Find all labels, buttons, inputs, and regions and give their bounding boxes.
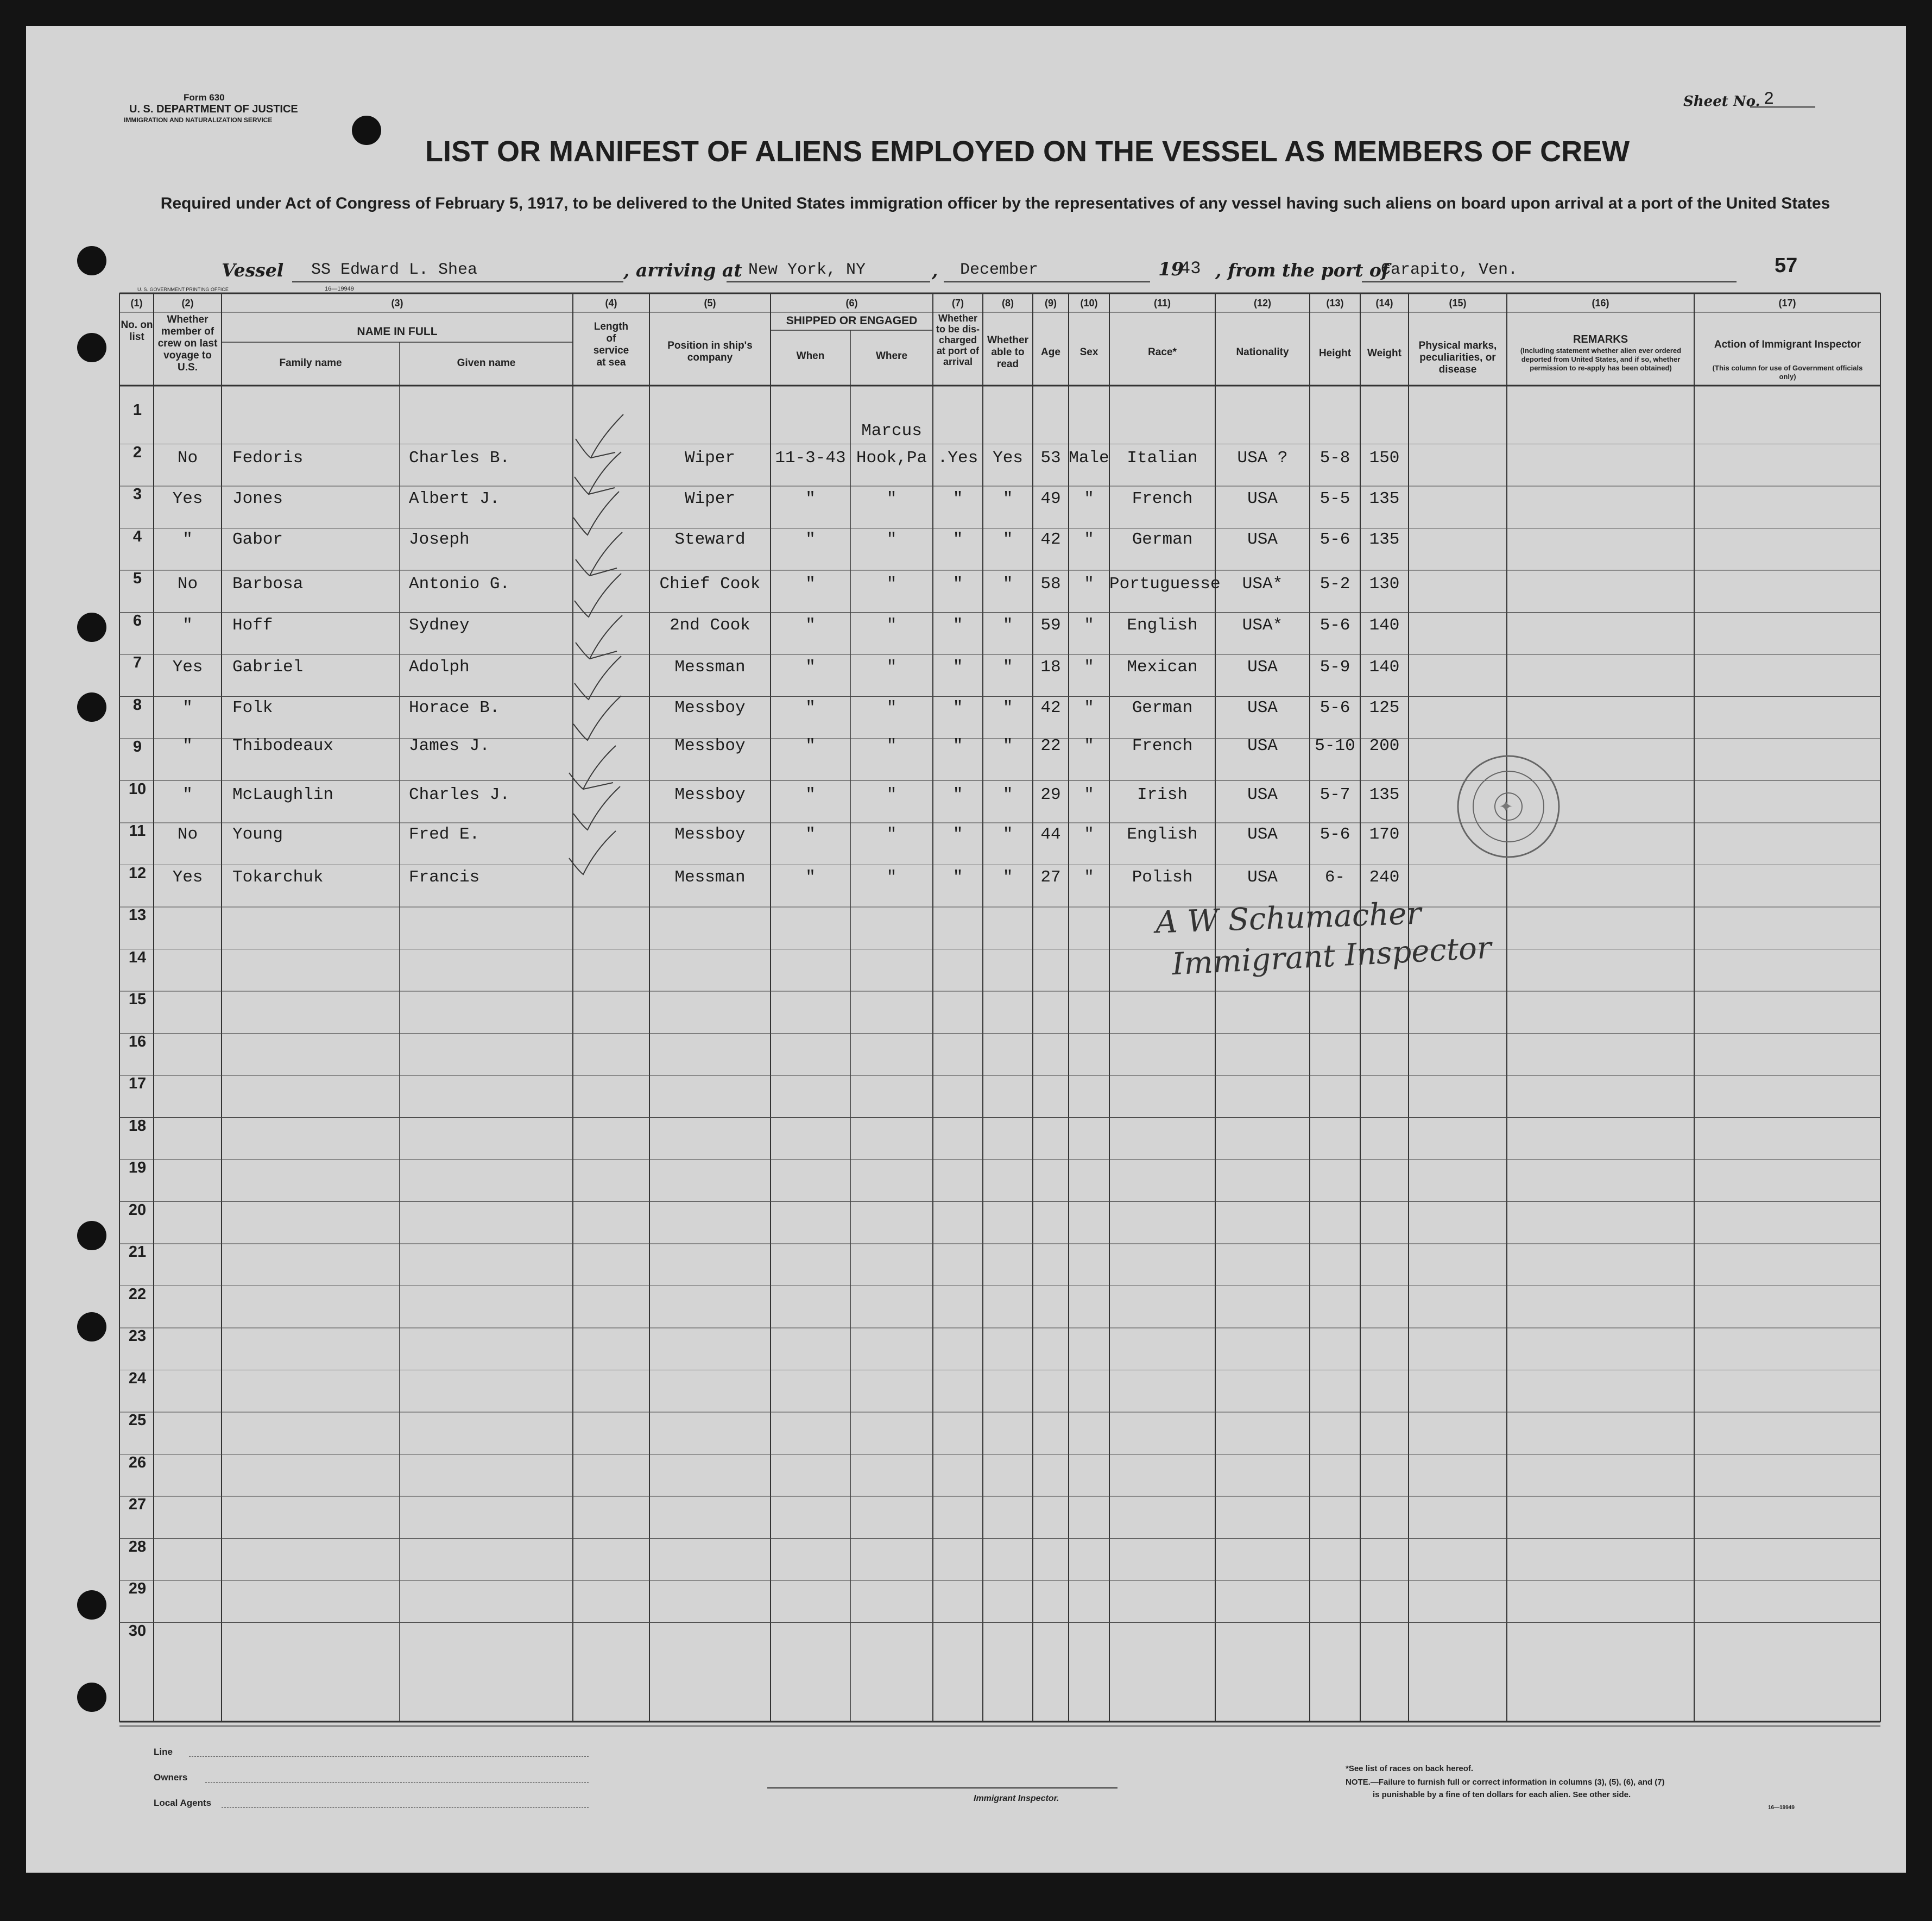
cell-height: 5-9 bbox=[1319, 658, 1350, 677]
cell-race: English bbox=[1127, 825, 1198, 844]
footer-agents-underline bbox=[222, 1807, 589, 1808]
row-number: 21 bbox=[128, 1243, 147, 1261]
header-inspector-action: Action of Immigrant Inspector bbox=[1714, 339, 1861, 350]
cell-height: 5-6 bbox=[1319, 698, 1350, 717]
cell-last: No bbox=[177, 449, 198, 468]
cell-where2: " bbox=[886, 825, 897, 844]
cell-position: Messboy bbox=[674, 825, 746, 844]
header-position: Position in ship's company bbox=[667, 340, 753, 363]
cell-family: Young bbox=[232, 825, 283, 844]
col-num-1: (1) bbox=[130, 298, 143, 308]
arriving-port: New York, NY bbox=[748, 261, 866, 279]
row-number: 25 bbox=[128, 1412, 147, 1429]
cell-position: Messman bbox=[674, 868, 746, 887]
header-when: When bbox=[796, 350, 825, 362]
cell-age: 42 bbox=[1040, 698, 1061, 717]
from-port: Carapito, Ven. bbox=[1381, 261, 1518, 279]
cell-nationality: USA ? bbox=[1237, 449, 1288, 468]
row-number: 26 bbox=[128, 1453, 147, 1471]
cell-last: " bbox=[182, 736, 193, 755]
col-num-11: (11) bbox=[1153, 298, 1171, 308]
footer-line-label: Line bbox=[154, 1747, 173, 1757]
cell-age: 49 bbox=[1040, 489, 1061, 508]
cell-age: 42 bbox=[1040, 530, 1061, 549]
cell-given: Antonio G. bbox=[409, 575, 510, 594]
cell-height: 5-8 bbox=[1319, 449, 1350, 468]
cell-height: 5-6 bbox=[1319, 616, 1350, 635]
cell-weight: 135 bbox=[1369, 489, 1400, 508]
cell-age: 29 bbox=[1040, 785, 1061, 804]
page-title: LIST OR MANIFEST OF ALIENS EMPLOYED ON THE VESSEL AS MEMBERS OF CREW bbox=[425, 135, 1630, 168]
cell-where2: " bbox=[886, 785, 897, 804]
row-number: 15 bbox=[128, 991, 147, 1008]
cell-race: English bbox=[1127, 616, 1198, 635]
cell-age: 59 bbox=[1040, 616, 1061, 635]
cell-read: " bbox=[1002, 825, 1013, 844]
cell-weight: 125 bbox=[1369, 698, 1400, 717]
cell-read: " bbox=[1002, 616, 1013, 635]
cell-age: 58 bbox=[1040, 575, 1061, 594]
row-number: 23 bbox=[128, 1327, 147, 1345]
cell-weight: 170 bbox=[1369, 825, 1400, 844]
cell-age: 53 bbox=[1040, 449, 1061, 468]
cell-family: Fedoris bbox=[232, 449, 304, 468]
cell-last: Yes bbox=[172, 868, 203, 887]
cell-where2: " bbox=[886, 616, 897, 635]
cell-nationality: USA bbox=[1247, 868, 1278, 887]
cell-height: 5-6 bbox=[1319, 825, 1350, 844]
cell-given: Francis bbox=[409, 868, 480, 887]
cell-discharged: " bbox=[952, 575, 963, 594]
cell-where2: " bbox=[886, 489, 897, 508]
cell-weight: 140 bbox=[1369, 616, 1400, 635]
cell-last: " bbox=[182, 616, 193, 635]
cell-discharged: .Yes bbox=[937, 449, 978, 468]
cell-last: Yes bbox=[172, 658, 203, 677]
col-num-16: (16) bbox=[1592, 298, 1609, 308]
row-number: 27 bbox=[128, 1496, 147, 1513]
cell-read: " bbox=[1002, 868, 1013, 887]
cell-discharged: " bbox=[952, 736, 963, 755]
cell-family: Tokarchuk bbox=[232, 868, 324, 887]
cell-race: Italian bbox=[1127, 449, 1198, 468]
col-num-15: (15) bbox=[1449, 298, 1467, 308]
header-name-in-full: NAME IN FULL bbox=[357, 325, 438, 338]
from-label: , from the port of bbox=[1215, 260, 1390, 281]
cell-last: " bbox=[182, 530, 193, 549]
cell-discharged: " bbox=[952, 530, 963, 549]
cell-discharged: " bbox=[952, 825, 963, 844]
page-number: 57 bbox=[1775, 254, 1798, 277]
cell-where2: Hook,Pa bbox=[856, 449, 927, 468]
cell-last: " bbox=[182, 785, 193, 804]
cell-sex: " bbox=[1084, 575, 1094, 594]
col-num-8: (8) bbox=[1002, 298, 1014, 308]
header-sex: Sex bbox=[1079, 347, 1098, 358]
cell-read: Yes bbox=[993, 449, 1023, 468]
row-number: 1 bbox=[132, 401, 142, 419]
footer-code: 16—19949 bbox=[1768, 1805, 1795, 1811]
checkmarks bbox=[569, 414, 623, 874]
col-num-4: (4) bbox=[605, 298, 617, 308]
cell-race: French bbox=[1132, 736, 1193, 755]
row-number: 22 bbox=[128, 1285, 147, 1303]
row-number: 9 bbox=[132, 738, 142, 755]
col-num-3: (3) bbox=[391, 298, 403, 308]
footer-note-races: *See list of races on back hereof. bbox=[1346, 1764, 1474, 1773]
cell-race: French bbox=[1132, 489, 1193, 508]
row-number: 29 bbox=[128, 1580, 147, 1597]
cell-height: 5-2 bbox=[1319, 575, 1350, 594]
header-race: Race* bbox=[1148, 347, 1177, 358]
header-shipped-engaged: SHIPPED OR ENGAGED bbox=[786, 314, 918, 327]
service: IMMIGRATION AND NATURALIZATION SERVICE bbox=[124, 116, 273, 124]
cell-sex: " bbox=[1084, 530, 1094, 549]
header-remarks-note: (Including statement whether alien ever ordered deported from United States, and if so, whether permission to re-apply has been obtained) bbox=[1520, 347, 1682, 372]
cell-position: Chief Cook bbox=[659, 575, 761, 594]
cell-given: Horace B. bbox=[409, 698, 500, 717]
cell-sex: " bbox=[1084, 868, 1094, 887]
row-number: 7 bbox=[132, 654, 142, 671]
footer-note-penalty: NOTE.—Failure to furnish full or correct information in columns (3), (5), (6), and (7) bbox=[1346, 1778, 1665, 1787]
arriving-label: , arriving at bbox=[623, 260, 742, 281]
header-family-name: Family name bbox=[279, 357, 342, 369]
cell-race: German bbox=[1132, 530, 1193, 549]
cell-read: " bbox=[1002, 785, 1013, 804]
cell-position: Messboy bbox=[674, 785, 746, 804]
row-number: 19 bbox=[128, 1159, 147, 1176]
cell-discharged: " bbox=[952, 489, 963, 508]
row-number: 10 bbox=[128, 780, 147, 798]
cell-nationality: USA bbox=[1247, 785, 1278, 804]
col-num-17: (17) bbox=[1778, 298, 1796, 308]
cell-read: " bbox=[1002, 530, 1013, 549]
cell-discharged: " bbox=[952, 658, 963, 677]
inspector-signature-title: Immigrant Inspector bbox=[1171, 930, 1493, 982]
cell-nationality: USA bbox=[1247, 658, 1278, 677]
cell-nationality: USA bbox=[1247, 698, 1278, 717]
col-num-10: (10) bbox=[1080, 298, 1098, 308]
cell-sex: Male bbox=[1069, 449, 1109, 468]
row-number: 3 bbox=[132, 486, 142, 503]
cell-given: Fred E. bbox=[409, 825, 480, 844]
cell-given: Albert J. bbox=[409, 489, 500, 508]
cell-given: Charles J. bbox=[409, 785, 510, 804]
sheet-number: 2 bbox=[1764, 89, 1775, 109]
inspector-signature: A W Schumacher bbox=[1155, 896, 1422, 941]
col-num-6: (6) bbox=[845, 298, 858, 308]
row-number: 13 bbox=[128, 906, 147, 924]
cell-race: Portuguesse bbox=[1109, 575, 1221, 594]
cell-family: McLaughlin bbox=[232, 785, 334, 804]
row-number: 6 bbox=[132, 612, 142, 629]
cell-sex: " bbox=[1084, 616, 1094, 635]
cell-read: " bbox=[1002, 575, 1013, 594]
manifest-sheet: Form 630 U. S. DEPARTMENT OF JUSTICE IMMIGRATION AND NATURALIZATION SERVICE Sheet No. 2 LIST OR MANIFEST OF ALIENS EMPLOYED ON THE VESSEL AS MEMBERS OF CREW Required under Act of Congress of February 5, 1917, to be delivered to the United States immigration officer by the representatives of any vessel having such aliens on board upon arrival at a port of the United States Vessel SS Edward L. Shea , arriving at New York, NY , December 19 43 , from the port of Carapito, Ven. 57 U. S. GOVERNMENT PRINTING OFFICE 16—19949 (1) (2) (3) (4) (5) (6) (7) (8) (9) (10) (11) (12) (13) (14) (15) (16) (17) No. on list Whether member of crew on last voyage to U.S. NAME IN FULL Family name Given name Length of service at sea Position in ship's company SHIPPED OR ENGAGED When Where Whether to be dis-charged at port of arrival Whether able to read Age Sex Race* Nationality Height Weight Physical marks, peculiarities, or disease REMARKS (Including statement whether alien ever ordered deported from United States, and if so, whether permission to re-apply has been obtained) Action of Immigrant Inspector (This column for use of Government officials only) 1 2 3 4 5 6 7 8 9 10 11 12 13 14 15 16 17 18 19 20 21 22 23 24 25 26 27 28 29 30 No Fedoris Charles B. Wiper 11-3-43 Hook,Pa .Yes Yes 53 Male Italian USA ? 5-8 150 Marcus Yes Jones Albert J. Wiper " " " " 49 " French USA 5-5 135 " Gabor Joseph Steward " " " " 42 " German USA 5-6 135 No Barbosa Antonio G. Chief Cook " " " " 58 " Portuguesse USA* 5-2 130 " Hoff Sydney 2nd Cook " " " " 59 " English USA* 5-6 140 Yes Gabriel Adolph Messman " " " " 18 " Mexican USA 5-9 140 " Folk Horace B. Messboy " " " " 42 " German USA 5-6 125 " Thibodeaux James J. Messboy " " " " 22 " French USA 5-10 200 " McLaughlin Charles J. Messboy " " " " 29 " Irish USA 5-7 135 No Young Fred E. Messboy " " " " 44 " English USA 5-6 170 Yes Tokarchuk Francis Messman " " " " 27 " Polish USA 6- 240 ✦ A W Schumacher Immigrant Inspector Line Owners Local Agents Immigrant Inspector. *See list of races on back hereof. NOTE.—Failure to furnish full or correct information in columns (3), (5), (6), and (7) is punishable by a fine of ten dollars for each alien. See other side. 16—19949 bbox=[26, 26, 1906, 1873]
cell-nationality: USA bbox=[1247, 489, 1278, 508]
cell-position: Messboy bbox=[674, 736, 746, 755]
header-last-voyage: Whether member of crew on last voyage to U.S. bbox=[157, 314, 218, 373]
cell-family: Gabriel bbox=[232, 658, 304, 677]
cell-weight: 130 bbox=[1369, 575, 1400, 594]
arrival-month: December bbox=[960, 261, 1039, 279]
row-number: 4 bbox=[132, 527, 142, 545]
row-number: 17 bbox=[128, 1075, 147, 1092]
print-code: 16—19949 bbox=[325, 286, 354, 292]
cell-read: " bbox=[1002, 489, 1013, 508]
cell-nationality: USA bbox=[1247, 825, 1278, 844]
cell-family: Folk bbox=[232, 698, 273, 717]
cell-when: " bbox=[805, 489, 816, 508]
cell-age: 18 bbox=[1040, 658, 1061, 677]
arrival-year: 43 bbox=[1180, 259, 1201, 279]
row-number: 11 bbox=[129, 822, 146, 840]
footer-agents-label: Local Agents bbox=[154, 1798, 212, 1808]
cell-when: " bbox=[805, 616, 816, 635]
cell-when: " bbox=[805, 698, 816, 717]
row-number: 2 bbox=[132, 443, 142, 461]
cell-race: Irish bbox=[1137, 785, 1188, 804]
footer-line-underline bbox=[189, 1756, 589, 1757]
cell-position: 2nd Cook bbox=[670, 616, 750, 635]
printing-office: U. S. GOVERNMENT PRINTING OFFICE bbox=[137, 287, 229, 292]
year-prefix: 19 bbox=[1158, 259, 1184, 280]
col-num-7: (7) bbox=[952, 298, 964, 308]
cell-height: 5-7 bbox=[1319, 785, 1350, 804]
cell-race: Mexican bbox=[1127, 658, 1198, 677]
row-number: 14 bbox=[128, 948, 147, 966]
row-number: 8 bbox=[132, 696, 142, 714]
cell-when: " bbox=[805, 575, 816, 594]
cell-position: Steward bbox=[674, 530, 746, 549]
cell-weight: 150 bbox=[1369, 449, 1400, 468]
cell-last: No bbox=[177, 575, 198, 594]
cell-position: Wiper bbox=[684, 449, 735, 468]
footer-note-penalty-2: is punishable by a fine of ten dollars for each alien. See other side. bbox=[1373, 1790, 1631, 1799]
footer-owners-label: Owners bbox=[154, 1772, 188, 1783]
cell-height: 5-6 bbox=[1319, 530, 1350, 549]
cell-sex: " bbox=[1084, 698, 1094, 717]
header-able-to-read: Whether able to read bbox=[987, 335, 1028, 370]
cell-age: 22 bbox=[1040, 736, 1061, 755]
row-number: 16 bbox=[128, 1032, 147, 1050]
subtitle: Required under Act of Congress of February 5, 1917, to be delivered to the United States immigration officer by the representatives of any vessel having such aliens on board upon arrival at a port of the United States bbox=[160, 194, 1830, 212]
cell-weight: 140 bbox=[1369, 658, 1400, 677]
header-age: Age bbox=[1041, 347, 1060, 358]
cell-last: " bbox=[182, 698, 193, 717]
cell-when: " bbox=[805, 658, 816, 677]
col-num-12: (12) bbox=[1253, 298, 1271, 308]
header-no-on-list: No. on list bbox=[121, 319, 153, 343]
cell-where2: " bbox=[886, 658, 897, 677]
cell-nationality: USA bbox=[1247, 736, 1278, 755]
cell-nationality: USA bbox=[1247, 530, 1278, 549]
cell-position: Messboy bbox=[674, 698, 746, 717]
stamp-eagle-icon: ✦ bbox=[1499, 797, 1513, 816]
row-number: 5 bbox=[132, 570, 142, 587]
row-number: 28 bbox=[128, 1538, 147, 1555]
cell-read: " bbox=[1002, 736, 1013, 755]
cell-where2: " bbox=[886, 575, 897, 594]
cell-nationality: USA* bbox=[1242, 616, 1283, 635]
cell-when: " bbox=[805, 530, 816, 549]
cell-when: " bbox=[805, 825, 816, 844]
cell-read: " bbox=[1002, 698, 1013, 717]
header-nationality: Nationality bbox=[1236, 347, 1289, 358]
cell-position: Messman bbox=[674, 658, 746, 677]
header-given-name: Given name bbox=[457, 357, 516, 369]
row-number: 30 bbox=[128, 1622, 147, 1640]
cell-height: 5-10 bbox=[1315, 736, 1355, 755]
col-num-2: (2) bbox=[181, 298, 194, 308]
cell-where2: " bbox=[886, 530, 897, 549]
cell-discharged: " bbox=[952, 868, 963, 887]
header-where: Where bbox=[875, 350, 908, 362]
col-num-13: (13) bbox=[1326, 298, 1344, 308]
header-discharged: Whether to be dis-charged at port of arrival bbox=[936, 313, 980, 367]
cell-sex: " bbox=[1084, 489, 1094, 508]
row-number: 12 bbox=[128, 864, 147, 882]
cell-family: Hoff bbox=[232, 616, 273, 635]
cell-given: Charles B. bbox=[409, 449, 510, 468]
cell-family: Thibodeaux bbox=[232, 736, 334, 755]
cell-where2: " bbox=[886, 736, 897, 755]
cell-family: Jones bbox=[232, 489, 283, 508]
cell-given: Adolph bbox=[409, 658, 470, 677]
sheet-label: Sheet No. bbox=[1683, 93, 1760, 110]
cell-discharged: " bbox=[952, 698, 963, 717]
cell-age: 44 bbox=[1040, 825, 1061, 844]
cell-given: Joseph bbox=[409, 530, 470, 549]
cell-race: German bbox=[1132, 698, 1193, 717]
cell-race: Polish bbox=[1132, 868, 1193, 887]
cell-when: " bbox=[805, 785, 816, 804]
row-number: 24 bbox=[128, 1369, 147, 1387]
cell-last: Yes bbox=[172, 489, 203, 508]
cell-where2: " bbox=[886, 868, 897, 887]
cell-weight: 240 bbox=[1369, 868, 1400, 887]
cell-given: Sydney bbox=[409, 616, 470, 635]
header-physical-marks: Physical marks, peculiarities, or disease bbox=[1418, 340, 1497, 375]
cell-weight: 135 bbox=[1369, 785, 1400, 804]
cell-height: 5-5 bbox=[1319, 489, 1350, 508]
cell-discharged: " bbox=[952, 616, 963, 635]
cell-position: Wiper bbox=[684, 489, 735, 508]
row-number: 18 bbox=[128, 1117, 147, 1135]
cell-last: No bbox=[177, 825, 198, 844]
cell-when: 11-3-43 bbox=[775, 449, 846, 468]
cell-where2: " bbox=[886, 698, 897, 717]
cell-when: " bbox=[805, 868, 816, 887]
col-num-5: (5) bbox=[704, 298, 716, 308]
footer-inspector-underline bbox=[767, 1787, 1117, 1788]
cell-family: Gabor bbox=[232, 530, 283, 549]
cell-weight: 200 bbox=[1369, 736, 1400, 755]
row-number: 20 bbox=[128, 1201, 147, 1219]
cell-when: " bbox=[805, 736, 816, 755]
header-weight: Weight bbox=[1367, 348, 1401, 359]
vessel-name: SS Edward L. Shea bbox=[311, 261, 478, 279]
cell-where-line1: Marcus bbox=[861, 421, 922, 440]
cell-given: James J. bbox=[409, 736, 490, 755]
cell-sex: " bbox=[1084, 658, 1094, 677]
footer-inspector-label: Immigrant Inspector. bbox=[974, 1794, 1059, 1803]
cell-sex: " bbox=[1084, 825, 1094, 844]
form-number: Form 630 bbox=[184, 92, 225, 103]
footer-owners-underline bbox=[205, 1782, 589, 1783]
cell-sex: " bbox=[1084, 736, 1094, 755]
col-num-14: (14) bbox=[1375, 298, 1393, 308]
cell-family: Barbosa bbox=[232, 575, 304, 594]
cell-discharged: " bbox=[952, 785, 963, 804]
cell-weight: 135 bbox=[1369, 530, 1400, 549]
cell-nationality: USA* bbox=[1242, 575, 1283, 594]
cell-age: 27 bbox=[1040, 868, 1061, 887]
department: U. S. DEPARTMENT OF JUSTICE bbox=[129, 103, 298, 115]
header-remarks: REMARKS bbox=[1573, 333, 1628, 345]
header-height: Height bbox=[1318, 348, 1352, 359]
header-inspector-note: (This column for use of Government officials only) bbox=[1712, 364, 1863, 381]
cell-read: " bbox=[1002, 658, 1013, 677]
vessel-label: Vessel bbox=[222, 260, 284, 281]
col-num-9: (9) bbox=[1045, 298, 1057, 308]
cell-height: 6- bbox=[1324, 868, 1346, 887]
header-length-of-service: Length of service at sea bbox=[593, 321, 629, 368]
cell-sex: " bbox=[1084, 785, 1094, 804]
